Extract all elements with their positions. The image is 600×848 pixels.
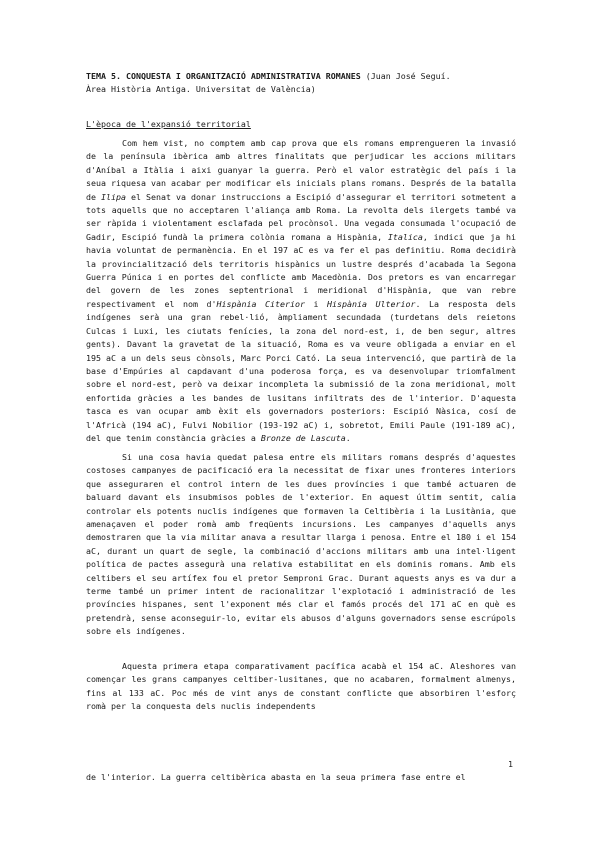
emphasis-ilipa: Ilipa	[101, 191, 126, 202]
document-header	[86, 70, 516, 97]
emphasis-hispania-ulterior: Hispània Ulterior	[327, 298, 416, 309]
document-affiliation: Àrea Història Antiga. Universitat de València)	[86, 84, 316, 95]
paragraph-text: Com hem vist, no comptem amb cap prova que els romans emprengueren la invasió de la península ibèrica amb altres finalitats que perjudicar les accions militars d'Aníbal a Itàlia i aixi guanyar la guerra. Però el valor estratègic del país i la seua riquesa van acabar per modificar els inicials plans romans. Després de la batalla de	[86, 138, 516, 202]
paragraph-text: . La resposta dels indígenes serà una gran rebel·lió, àmpliament secundada (turdetans dels reietons Culcas i Luxi, les ciutats fenícies, la zona del nord-est, i, de ben segur, altres gents). Davant la gravetat de la situació, Roma es va veure obligada a enviar en el 195 aC a un dels seus cònsols, Marc Porci Cató. La seua intervenció, que partirà de la base d'Empúries al capdavant d'una poderosa força, es va desenvolupar triomfalment sobre el nord-est, però va deixar incompleta la submissió de la zona meridional, molt enfortida gràcies a les bandes de lusitans infiltrats des de l'interior. D'aquesta tasca es van ocupar amb èxit els governadors posteriors: Escipió Nàsica, cosí de l'Africà (194 aC), Fulvi Nobilior (193-192 aC) i, sobretot, Emili Paule (191-189 aC), del que tenim constància gràcies a	[86, 298, 516, 443]
paragraph-3	[86, 660, 516, 714]
paragraph-text: Aquesta primera etapa comparativament pacífica acabà el 154 aC. Aleshores van començar les grans campanyes celtiber-lusitanes, que no acabaren, formalment almenys, fins al 133 aC. Poc més de vint anys de constant conflicte que absorbiren l'esforç romà per la conquesta dels nuclis independents	[86, 661, 516, 712]
document-author: (Juan José Seguí.	[360, 71, 451, 81]
page-number: 1	[508, 759, 513, 769]
footer-continuation-line: de l'interior. La guerra celtibèrica abasta en la seua primera fase entre el	[86, 772, 466, 782]
emphasis-hispania-citerior: Hispània Citerior	[216, 298, 305, 309]
section-heading: L'època de l'expansió territorial	[86, 119, 251, 129]
emphasis-italica: Italica	[387, 231, 423, 242]
paragraph-text: .	[345, 432, 351, 443]
document-title: TEMA 5. CONQUESTA I ORGANITZACIÓ ADMINISTRATIVA ROMANES	[86, 71, 361, 81]
paragraph-text: i	[304, 298, 328, 309]
emphasis-bronze-lascuta: Bronze de Lascuta	[260, 432, 346, 443]
paragraph-text: Si una cosa havia quedat palesa entre els militars romans després d'aquestes costoses campanyes de pacificació era la necessitat de fixar unes fronteres interiors que asseguraren el control intern de les dues províncies i que també actuaren de baluard davant els insubmisos pobles de l'exterior. En aquest últim sentit, calia controlar els potents nuclis indígenes que formaven la Celtibèria i la Lusitània, que amenaçaven el poder romà amb freqüents incursions. Les campanyes d'aquells anys demostraren que la via militar anava a resultar llarga i penosa. Entre el 180 i el 154 aC, durant un quart de segle, la combinació d'accions militars amb una intel·ligent política de pactes assegurà una relativa estabilitat en els dominis romans. Amb els celtibers el seu artífex fou el pretor Semproni Grac. Durant aquests anys es va dur a terme també un primer intent de racionalitzar l'explotació i administració de les províncies hispanes, sent l'exponent més clar el famós procés del 171 aC en què es pretendrà, sense aconseguir-lo, evitar els abusos d'alguns governadors sense escrúpols sobre els indígenes.	[86, 452, 516, 637]
paragraph-text: , indici que ja hi havia voluntat de permanència. En el 197 aC es va fer el pas definitiu. Roma decidirà la provincialització dels territoris hispànics un lustre després d'acabada la Segona Guerra Púnica i en portes del conflicte amb Macedònia. Dos pretors es van encarregar del govern de les zones septentrional i meridional d'Hispània, que van rebre respectivament el nom d'	[86, 231, 517, 309]
paragraph-2	[86, 451, 516, 639]
paragraph-text: el Senat va donar instruccions a Escipió d'assegurar el territori sotmetent a tots aquells que no acceptaren l'aliança amb Roma. La revolta dels ilergets també va ser ràpida i violentament esclafada pel procònsol. Una vegada consumada l'ocupació de Gadir, Escipió fundà la primera colònia romana a Hispània,	[86, 191, 516, 242]
paragraph-1	[86, 137, 516, 445]
